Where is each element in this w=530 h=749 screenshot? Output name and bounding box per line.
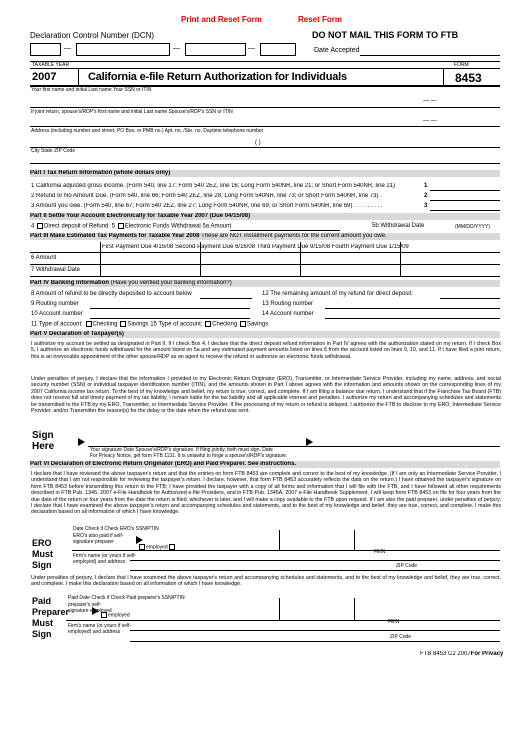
part5-header: Part V Declaration of Taxpayer(s): [30, 331, 500, 338]
line8-label: 8 Amount of refund to be directly deposited to account below: [31, 291, 192, 297]
name-field-line[interactable]: [30, 107, 500, 108]
part6-declaration-text: I declare that I have reviewed the above taxpayer's return and that the entries on form FTB 8453 are complete and correct to the best of my knowledge. (If I am only an Intermediate Service Provider, I understand that I am not responsible for reviewing the taxpayer's return. I declare, however, that form FTB 8453 accurately reflects the data on the return.) I have obtained the taxpayer's signature on form FTB 8453 before transmitting this return to the FTB; I have provided the taxpayer with a copy of all forms and information that I will file with the FTB, and I have followed all other requirements described in FTB Pub. 1345, 2007 e-File Handbook for Authorized e-file Providers, and in FTB Pub. 1345A, 2007 e-File Handbook Supplement. I will keep form FTB 8453 on file for four years from the due date of the return or four years from the date the return is filed, whichever is later, and I will make a copy available to the FTB upon request. If I am also the paid preparer, under penalties of perjury, I declare that I have examined the above taxpayer's return and accompanying schedules and statements, and to the best of my knowledge and belief, they are true, correct, and complete. I make this declaration based on all information of which I have knowledge.: [31, 471, 501, 516]
line11-row: 11 Type of account: Checking Savings 15 Type of account: Checking Savings: [31, 321, 269, 328]
dcn-box-3[interactable]: [185, 43, 246, 56]
paid-signature-line[interactable]: [66, 620, 500, 621]
line15-checking-checkbox[interactable]: [205, 321, 211, 327]
phone-parens: ( ): [255, 140, 261, 146]
ero-firm-label: Firm's name (or yours if self-employed) and address: [73, 553, 137, 565]
tax-year: 2007: [32, 71, 57, 83]
line14-label: 14 Account number: [262, 311, 314, 317]
dcn-box-2[interactable]: [76, 43, 170, 56]
row7-date-fields[interactable]: [30, 276, 500, 277]
direct-deposit-label: Direct deposit of Refund: [44, 223, 109, 230]
ero-self-employed: employed: [138, 544, 176, 550]
here-label: Here: [32, 441, 55, 452]
ssn-dashes: — —: [423, 118, 437, 124]
dcn-label: Declaration Control Number (DCN): [30, 31, 155, 40]
line13-label: 13 Routing number: [262, 301, 314, 307]
form-label: FORM: [454, 62, 469, 68]
part5-declaration-text: Under penalties of perjury, I declare that the information I provided to my Electronic Return Originator (ERO), Transmitter, or Intermediate Service Provider, including my name, address, and social security number (SSN) or individual taxpayer identification number (ITIN), and the amounts shown in Part I above agrees with the information and amounts shown on the corresponding lines of my 2007 California income tax return. To the best of my knowledge and belief, my return is true, correct, and complete. If I am filing a balance due return, I understand that if the Franchise Tax Board (FTB) does not receive full and timely payment of my tax liability, I remain liable for the tax liability and all applicable interest and penalties. I authorize my return and accompanying schedules and statements be transmitted to the FTB by my ERO, Transmitter, or Intermediate Service Provider. If the processing of my return or refund is delayed, I authorize the FTB to disclose to my ERO, Intermediate Service Provider, and/or Transmitter the reason(s) for the delay or the date when the refund was sent.: [31, 376, 501, 415]
line5b-label: 5b Withdrawal Date: [372, 223, 425, 229]
paid-self-employed: employed: [100, 612, 130, 618]
line9-field[interactable]: [90, 308, 250, 309]
paid-firm-label: Firm's name (or yours if self-employed) and address: [68, 623, 132, 635]
part5-authorization-text: I authorize my account be settled as designated in Part II. If I check Box 4, I declare that the direct deposit refund information in Part IV agrees with the authorization stated on my return. If I check Box 5, I authorize an electronic funds withdrawal for the amount listed on 5a and any estimated payment amounts listed on lines 6 from the account listed on lines 9, 10, and 11. If I have filed a joint return, this is an irrevocable appointment of the other spouse/RDP as an agent to receive the refund or authorize an electronic funds withdrawal.: [31, 341, 501, 360]
line15-savings-checkbox[interactable]: [240, 321, 246, 327]
divider: [78, 68, 79, 85]
part6-header: Part VI Declaration of Electronic Return Originator (ERO) and Paid Preparer. See instructions.: [30, 461, 500, 468]
line3-amount-field[interactable]: [430, 210, 500, 211]
line1-amount-field[interactable]: [430, 190, 500, 191]
do-not-mail-notice: DO NOT MAIL THIS FORM TO FTB: [312, 30, 459, 40]
signature-caption: Your signature Date Spouse's/RDP's signature. If filing jointly, both must sign. Date: [90, 447, 273, 453]
line11-savings-checkbox[interactable]: [120, 321, 126, 327]
line12-field[interactable]: [440, 298, 500, 299]
ssn-dashes: — —: [423, 98, 437, 104]
dcn-dash: —: [173, 45, 180, 52]
col-divider: [200, 242, 201, 276]
paid-address-line[interactable]: [130, 641, 500, 642]
efw-label: Electronic Funds Withdrawal: [124, 223, 201, 230]
line12-label: 12 The remaining amount of my refund for direct deposit:: [262, 291, 413, 297]
part3-header: Part III Make Estimated Tax Payments for Taxable Year 2008 These are NOT installment payments for the current amount you owe.: [30, 233, 500, 240]
line4-number: 4: [31, 223, 35, 230]
name-label: Your first name and initial Last name Your SSN or ITIN: [31, 87, 152, 93]
ero-must-sign-label: ERO Must Sign: [32, 538, 53, 570]
line5a-label: 5a Amount: [202, 223, 232, 230]
city-field-line[interactable]: [30, 163, 500, 164]
taxable-year-label: TAXABLE YEAR: [32, 62, 70, 68]
dcn-box-1[interactable]: [30, 43, 61, 56]
col-divider: [400, 242, 401, 276]
arrow-icon: [92, 607, 99, 615]
reset-button[interactable]: Reset Form: [298, 15, 343, 24]
arrow-icon: [136, 536, 143, 544]
line9-label: 9 Routing number: [31, 301, 79, 307]
line3-number: 3: [424, 203, 428, 209]
part1-header: Part I Tax Return Information (whole dollars only): [30, 170, 500, 177]
divider: [443, 68, 444, 85]
part2-header: Part II Settle Your Account Electronically for Taxable Year 2007 (Due 04/15/08): [30, 213, 500, 220]
ero-sig-label: ERO's also paid if self- signature preparer: [73, 533, 124, 545]
ero-signature-line[interactable]: [72, 550, 500, 551]
sign-label: Sign: [32, 430, 54, 441]
city-label: City State ZIP Code: [31, 148, 76, 154]
privacy-notice: For Privacy Notice, get form FTB 1131. It is unlawful to forge a spouse's/RDP's signature.: [90, 453, 288, 459]
spouse-label: If joint return, spouse's/RDP's first name and initial Last name Spouse's/RDP's SSN or ITIN: [31, 109, 233, 115]
rule: [30, 68, 500, 69]
col-divider: [100, 242, 101, 276]
ero-address-line[interactable]: [130, 570, 500, 571]
line5a-field[interactable]: [230, 230, 340, 231]
line1-number: 1: [424, 183, 428, 189]
line2-number: 2: [424, 193, 428, 199]
address-label: Address (including number and street, PO Box, or PMB no.) Apt. no. /Ste. no. Daytime telephone number: [31, 128, 264, 134]
divider: [279, 598, 280, 620]
line8-field[interactable]: [200, 298, 252, 299]
row6-label: 6 Amount: [31, 255, 57, 261]
print-reset-button[interactable]: Print and Reset Form: [181, 15, 262, 24]
divider: [279, 530, 280, 550]
rule: [30, 61, 500, 62]
part1-line2: 2 Refund or No Amount Due. (Form 540, line 66; Form 540 2EZ, line 28; Long Form 540NR, line 73; or Short Form 540NR, line 73) .: [31, 193, 382, 199]
paid-fein-label: FEIN: [388, 619, 400, 625]
divider: [354, 598, 355, 620]
ero-sig-header: Date Check if Check ERO's SSN/PTIN: [73, 526, 159, 532]
ero-firm-line[interactable]: [130, 560, 500, 561]
date-accepted-line[interactable]: [360, 55, 500, 56]
spouse-field-line[interactable]: [30, 126, 500, 127]
part3-columns: First Payment Due 4/15/08 Second Payment Due 6/16/08 Third Payment Due 9/15/08 Fourth Payment Due 1/15/09: [102, 244, 409, 250]
paid-zip-label: ZIP Code: [390, 634, 412, 640]
part4-header: Part IV Banking Information (Have you verified your banking information?): [30, 280, 500, 287]
line10-label: 10 Account number: [31, 311, 83, 317]
preparer-declaration-text: Under penalties of perjury, I declare that I have examined the above taxpayer's return and accompanying schedules and statements, and to the best of my knowledge and belief, they are true, correct, and complete. I make this declaration based on all information of which I have knowledge.: [31, 575, 501, 588]
divider: [354, 530, 355, 550]
part1-line1: 1 California adjusted gross income. (Form 540, line 17; Form 540 2EZ, line 16; Long Form 540NR, line 21; or Short Form 540NR, line 21): [31, 183, 396, 189]
line2-amount-field[interactable]: [430, 200, 500, 201]
paid-preparer-must-sign-label: Paid Preparer Must Sign: [32, 596, 70, 639]
ero-fein-label: FEIN: [374, 549, 386, 555]
date-accepted-label: Date Accepted: [314, 47, 360, 54]
row7-label: 7 Withdrawal Date: [31, 267, 81, 273]
line13-field[interactable]: [325, 308, 500, 309]
arrow-icon: [306, 438, 313, 446]
address-field-line[interactable]: [30, 147, 500, 148]
col-divider: [300, 242, 301, 276]
paid-self-employed-checkbox[interactable]: [101, 612, 107, 618]
footer: FTB 8453 C2 2007For Privacy: [420, 651, 504, 657]
dcn-box-4[interactable]: [260, 43, 296, 56]
dcn-dash: —: [248, 45, 255, 52]
arrow-icon: [78, 438, 85, 446]
part2-line4-row: 4 Direct deposit of Refund 5 Electronic Funds Withdrawal 5a Amount: [31, 223, 232, 230]
paid-sig-header: Paid Date Check if Check Paid preparer's SSN/PTIN: [68, 595, 185, 601]
efw-checkbox[interactable]: [118, 223, 124, 229]
paid-sig-label: preparer's self- signature employed: [68, 602, 112, 614]
line14-field[interactable]: [325, 318, 500, 319]
ero-zip-label: ZIP Code: [396, 563, 418, 569]
line10-field[interactable]: [90, 318, 250, 319]
date-format: (MM/DD/YYYY): [455, 224, 490, 230]
direct-deposit-checkbox[interactable]: [37, 223, 43, 229]
form-title: California e-file Return Authorization for Individuals: [88, 71, 347, 83]
line11-checking-checkbox[interactable]: [86, 321, 92, 327]
dcn-dash: —: [64, 45, 71, 52]
part1-line3: 3 Amount you owe. (Form 540, line 67; Form 540 2EZ, line 27; Long Form 540NR, line 69; or Short Form 540NR, line 69) . . . . . . . . .: [31, 203, 383, 209]
form-number: 8453: [455, 71, 482, 85]
paid-firm-line[interactable]: [130, 630, 500, 631]
